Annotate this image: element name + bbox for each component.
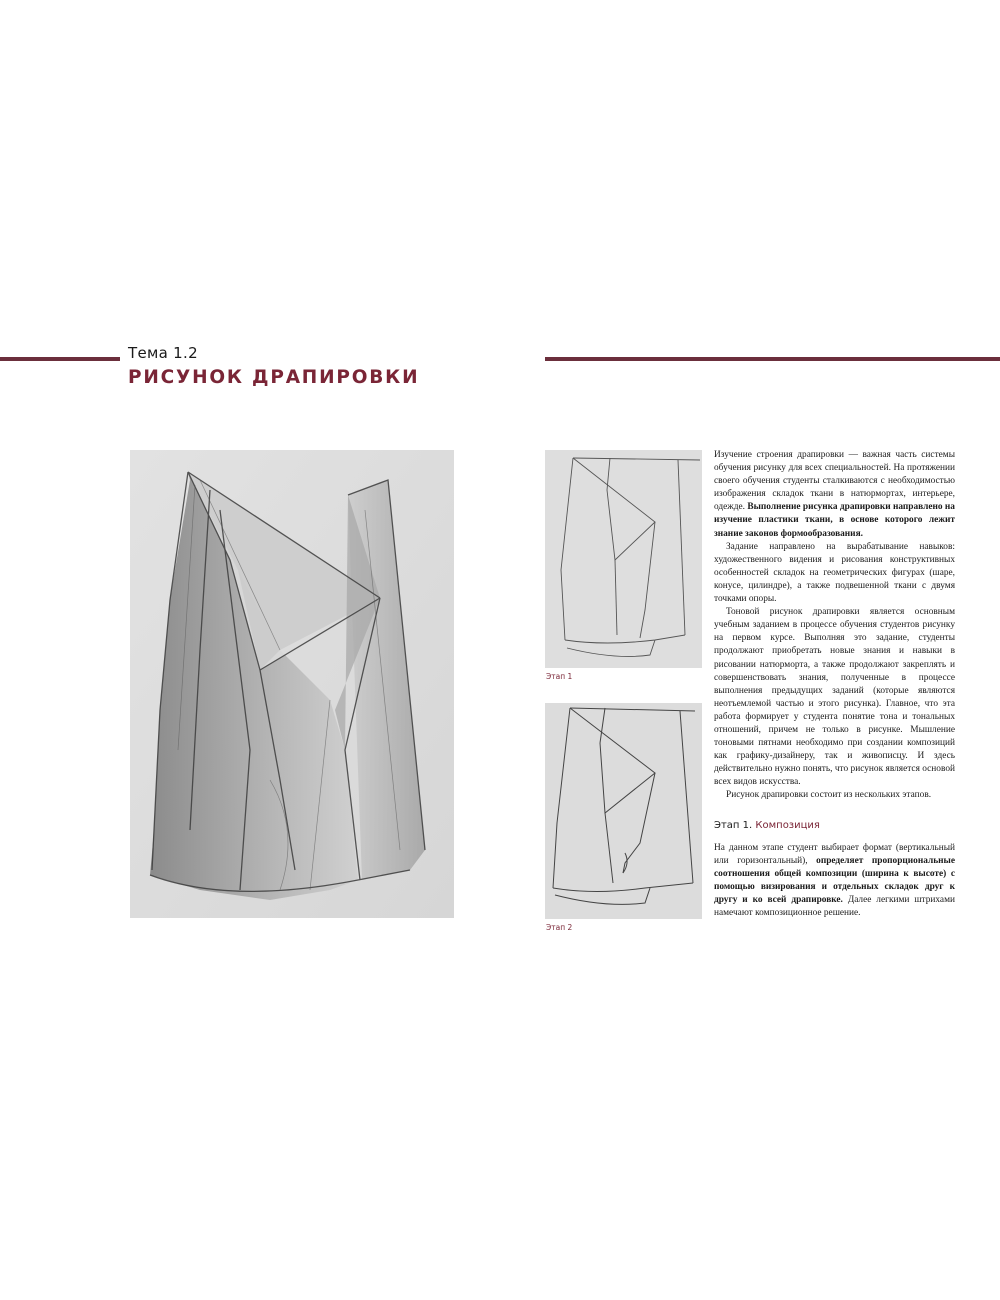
theme-title: РИСУНОК ДРАПИРОВКИ <box>128 367 420 388</box>
paragraph-intro-lead: Изучение строения драпировки — важная часть системы обучения рисунку для всех специальностей. На протяжении своего обучения студенты сталкиваются с необходимостью изображения складок ткани в натюрмортах, интерьере, одежде. <box>714 450 955 513</box>
paragraph-stages: Рисунок драпировки состоит из нескольких этапов. <box>726 790 932 801</box>
header-rule-right <box>545 357 1000 361</box>
header-rule-left <box>0 357 120 361</box>
paragraph-tonal: Тоновой рисунок драпировки является основным учебным заданием в процессе обучения студентов рисунку на первом курсе. Выполняя это задание, студенты продолжают приобретать новые знания и навыки в рисовании натюрморта, а также продолжают закреплять и совершенствовать знания, полученные в процессе выполнения предыдущих заданий (которые являются неотъемлемой частью и этого рисунка). Главное, что эта работа формирует у студента понятие тона и тональных отношений, причем не только в рисунке. Мышление тоновыми пятнами необходимо при создании композиций как графику-дизайнеру, так и живописцу. И здесь действительно нужно понять, что рисунок является основой всех видов искусства. <box>714 607 955 788</box>
body-text-column <box>714 449 955 920</box>
stage1-caption: Этап 1 <box>546 672 573 681</box>
stage1-heading <box>714 819 955 832</box>
paragraph-stage1 <box>714 842 955 921</box>
paragraph-intro <box>714 449 955 541</box>
paragraph-stage1-tail: Далее легкими штрихами намечают композиционное решение. <box>714 895 955 919</box>
paragraph-stage1-lead: На данном этапе студент выбирает формат (вертикальный или горизонтальный), <box>714 842 955 866</box>
drapery-drawing-image <box>130 450 454 918</box>
stage2-caption: Этап 2 <box>546 923 573 932</box>
stage2-sketch-image <box>545 703 702 919</box>
paragraph-stage1-bold: определяет пропорциональные соотношения общей композиции (ширина к высоте) с помощью визирования и отдельных складок друг к другу и ко всей драпировке. <box>714 855 955 905</box>
stage1-sketch-image <box>545 450 702 668</box>
theme-label: Тема 1.2 <box>128 344 198 362</box>
paragraph-task: Задание направлено на вырабатывание навыков: художественного видения и рисования конструктивных особенностей складок на геометрических фигурах (шаре, конусе, цилиндре), а также подвешенной ткани с двумя точками опоры. <box>714 541 955 605</box>
stage1-heading-prefix: Этап 1. <box>714 819 753 831</box>
stage1-heading-accent: Композиция <box>755 819 820 831</box>
paragraph-intro-bold: Выполнение рисунка драпировки направлено на изучение пластики ткани, в основе которого лежит знание законов формообразования. <box>714 502 955 539</box>
